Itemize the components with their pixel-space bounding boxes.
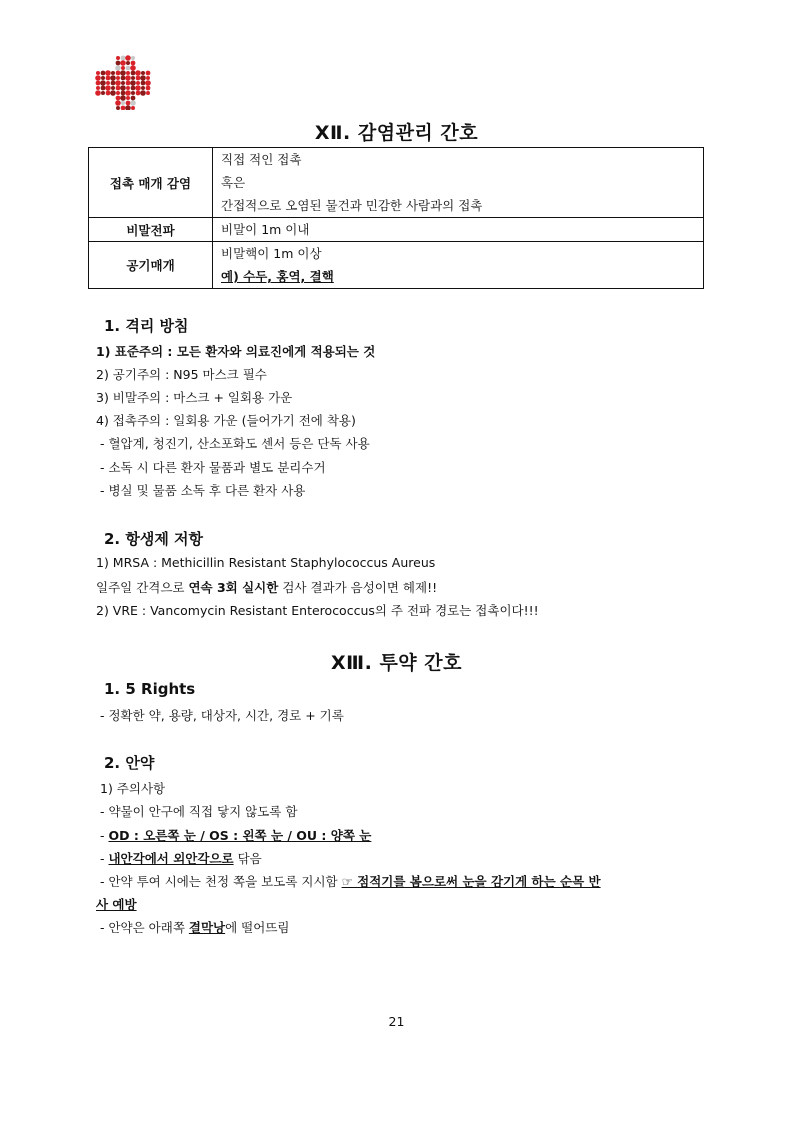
logo-dot [120,85,126,91]
logo-dot [116,106,120,110]
isolation-item-4: 4) 접촉주의 : 일회용 가운 (들어가기 전에 착용) [96,413,356,428]
logo-dot [120,60,126,66]
rights-line: - 정확한 약, 용량, 대상자, 시간, 경로 + 기록 [100,708,344,723]
logo-dot [101,91,105,95]
airborne-examples: 예) 수두, 홍역, 결핵 [221,269,334,284]
logo-dot [140,90,146,96]
logo-dot [136,91,141,96]
logo-dot [101,86,106,91]
logo-dot [126,101,131,106]
blink-reflex-note: ☞ 점적기를 봄으로써 눈을 감기게 하는 순목 반 [341,874,601,889]
chapter-title-medication: ⅩⅢ. 투약 간호 [331,652,462,674]
logo-dot [126,66,131,71]
logo-dot [131,56,135,60]
logo-dot [145,80,151,86]
logo-dot [110,90,116,96]
mrsa-line: 1) MRSA : Methicillin Resistant Staphylococcus Aureus [96,555,436,570]
logo-dot [146,71,151,76]
logo-dot [140,75,146,81]
heading-5-rights: 1. 5 Rights [104,680,196,698]
logo-dot [125,90,131,96]
logo-dot [111,71,115,75]
logo-dot [121,81,125,85]
isolation-item-1: 1) 표준주의 : 모든 환자와 의료진에게 적용되는 것 [96,344,376,359]
conjunctival-sac: 결막낭 [188,920,226,935]
logo-dot [131,76,135,80]
logo-dot [105,70,111,76]
logo-dot [125,55,131,61]
logo-dot [106,76,111,81]
wipe-direction: 내안각에서 외안각으로 [108,851,234,866]
logo-dot [135,85,141,91]
page-number: 21 [388,1014,405,1029]
chapter-title-infection-control: ⅩⅡ. 감염관리 간호 [314,122,479,144]
logo-dot [146,76,150,80]
logo-dot [121,66,125,70]
isolation-item-2: 2) 공기주의 : N95 마스크 필수 [96,367,267,382]
isolation-item-5: - 혈압계, 청진기, 산소포화도 센서 등은 단독 사용 [100,436,370,451]
logo-dot [126,61,130,65]
logo-dot [131,86,136,91]
logo-dot [131,71,136,76]
logo-dot [126,71,130,75]
eyedrops-line-3: - 내안각에서 외안각으로 닦음 [100,851,262,866]
contact-line-1: 직접 적인 접촉 [221,152,302,167]
isolation-item-7: - 병실 및 물품 소독 후 다른 환자 사용 [100,483,306,498]
contact-transmission-header: 접촉 매개 감염 [89,148,213,218]
logo-dot [141,86,145,90]
logo-dot [121,76,126,81]
logo-dot [115,65,121,71]
table-row-contact [89,148,704,218]
logo-dot [120,70,126,76]
heading-eye-drops: 2. 안약 [104,754,155,772]
eyedrops-line-4: - 안약 투여 시에는 천정 쪽을 보도록 지시함 ☞ 점적기를 봄으로써 눈을 감기게 하는 순목 반 [100,874,601,889]
logo-dot [135,70,141,76]
logo-dot [106,81,110,85]
logo-dot [126,81,131,86]
logo-dot [116,71,121,76]
logo-dot [126,96,130,100]
table-row-airborne [89,242,704,289]
logo-dot [125,75,131,81]
logo-dot [121,101,125,105]
mrsa-note: 일주일 간격으로 연속 3회 실시한 검사 결과가 음성이면 헤제!! [96,580,438,595]
logo-dot [126,86,130,90]
mrsa-note-emphasis: 연속 3회 실시한 [188,580,279,595]
droplet-transmission-header: 비말전파 [89,218,213,242]
droplet-line: 비말이 1m 이내 [221,222,310,237]
transmission-table [88,147,704,289]
logo-dot [131,91,135,95]
eyedrops-line-5: - 안약은 아래쪽 결막낭에 떨어뜨림 [100,920,290,935]
logo-dot [95,90,101,96]
logo-dot [116,56,120,60]
logo-dot [136,76,141,81]
logo-dot [115,100,121,106]
red-cross-logo-icon [94,54,152,110]
logo-dot [136,81,140,85]
logo-dot [116,61,121,66]
eyedrops-subheading: 1) 주의사항 [100,781,166,796]
logo-dot [141,81,146,86]
blink-reflex-note-cont: 사 예방 [96,897,137,912]
logo-dot [110,75,116,81]
logo-dot [116,86,121,91]
logo-dot [131,61,136,66]
logo-dot [130,65,136,71]
airborne-line-1: 비말핵이 1m 이상 [221,246,322,261]
logo-dot [141,71,145,75]
logo-dot [120,95,126,101]
logo-dot [121,106,126,110]
logo-dot [100,80,106,86]
logo-dot [96,86,100,90]
logo-dot [96,81,101,86]
logo-dot [125,105,131,110]
logo-dot [111,86,115,90]
heading-isolation-policy: 1. 격리 방침 [104,317,189,335]
contact-line-3: 간접적으로 오염된 물건과 민감한 사람과의 접촉 [221,198,483,213]
vre-line: 2) VRE : Vancomycin Resistant Enterococcus의 주 전파 경로는 접촉이다!!! [96,603,539,618]
logo-dot [115,80,121,86]
logo-dot [146,86,151,91]
table-row-droplet [89,218,704,242]
logo-dot [105,85,111,91]
airborne-transmission-header: 공기매개 [89,242,213,289]
logo-dot [95,75,101,81]
contact-line-2: 혹은 [221,175,246,190]
logo-dot [131,96,136,101]
eyedrops-line-1: - 약물이 안구에 직접 닿지 않도록 함 [100,804,298,819]
heading-antibiotic-resistance: 2. 항생제 저항 [104,530,204,548]
eye-abbreviations: OD : 오른쪽 눈 / OS : 왼쪽 눈 / OU : 양쪽 눈 [108,828,372,843]
isolation-item-6: - 소독 시 다른 환자 물품과 별도 분리수거 [100,460,326,475]
logo-dot [101,76,105,80]
logo-dot [130,80,136,86]
isolation-item-3: 3) 비말주의 : 마스크 + 일회용 가운 [96,390,293,405]
logo-dot [121,91,126,96]
logo-dot [111,81,116,86]
logo-dot [106,91,111,96]
logo-dot [146,91,150,95]
logo-dot [96,71,100,75]
logo-dot [116,96,121,101]
logo-dot [130,100,136,106]
logo-dot [101,71,106,76]
logo-dot [116,91,120,95]
logo-dot [131,106,135,110]
eyedrops-line-2: - OD : 오른쪽 눈 / OS : 왼쪽 눈 / OU : 양쪽 눈 [100,828,372,843]
logo-dot [121,56,126,61]
logo-dot [116,76,120,80]
